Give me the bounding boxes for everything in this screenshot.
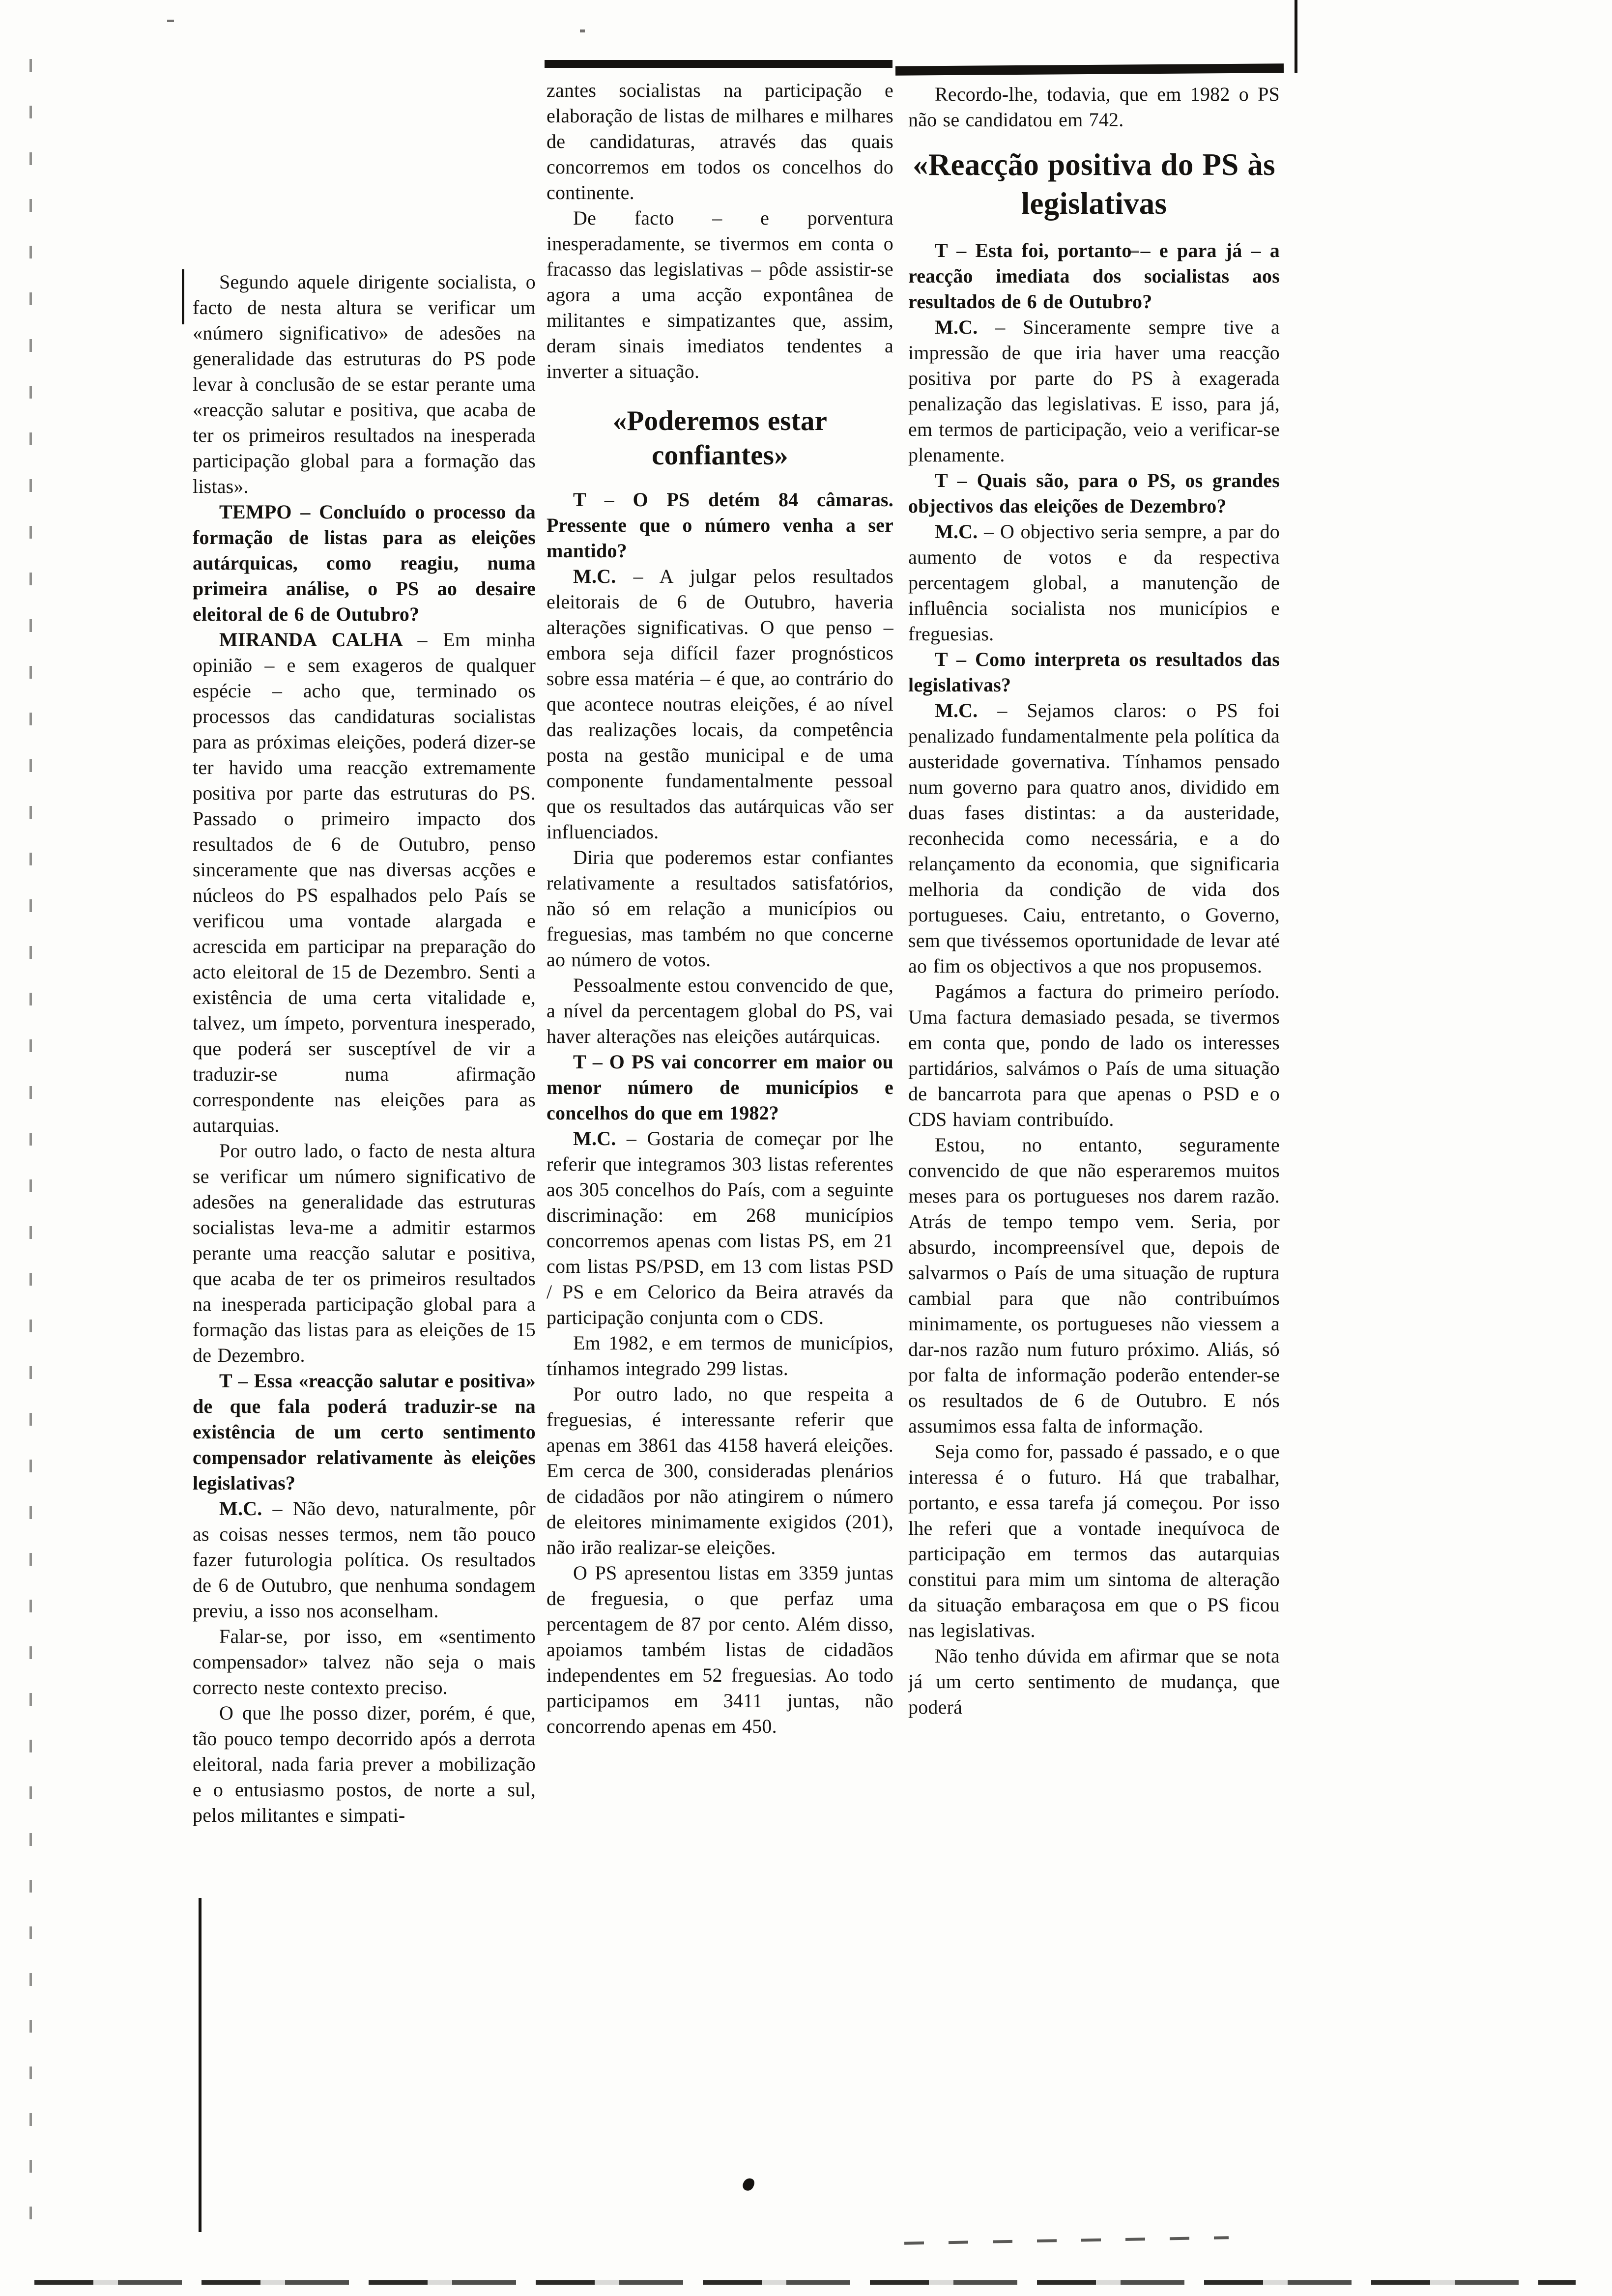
speaker-label: M.C. — [935, 520, 984, 543]
noise-speck — [167, 20, 174, 22]
column1-top-rule — [182, 269, 184, 324]
paragraph: Segundo aquele dirigente socialista, o facto de nesta altura se verificar um «número significativo» de adesões na generalidade das estruturas do PS pode levar à conclusão de se estar perante uma «reacção salutar e positiva, que acaba de ter os primeiros resultados na inesperada participação global para a formação das listas». — [193, 271, 536, 497]
column3-top-bar — [895, 63, 1284, 76]
speaker-label: M.C. — [573, 565, 633, 588]
speaker-label: M.C. — [219, 1497, 273, 1520]
paragraph: De facto – e porventura inesperadamente, se tivermos em conta o fracasso das legislativas – pôde assistir-se agora a uma acção expontânea de militantes e simpatizantes que, assim, deram sinais imediatos tendentes a inverter a situação. — [547, 207, 893, 382]
left-margin-tick-line — [29, 59, 32, 2231]
speaker-label: M.C. — [573, 1127, 627, 1150]
column2-top-bar — [545, 60, 892, 68]
interview-question: T – Quais são, para o PS, os grandes objectivos das eleições de Dezembro? — [908, 469, 1280, 517]
paragraph: Por outro lado, o facto de nesta altura se verificar um número significativo de adesões na generalidade das estruturas socialistas leva-me a admitir estarmos perante uma reacção salutar e positiva, que acaba de ter os primeiros resultados na inesperada participação global para a formação das listas para as eleições de 15 de Dezembro. — [193, 1140, 536, 1366]
interview-question: T – O PS detém 84 câmaras. Pressente que o número venha a ser mantido? — [547, 488, 893, 562]
article-column-1 — [193, 269, 536, 2240]
interview-question: T – Esta foi, portanto – e para já – a reacção imediata dos socialistas aos resultados de 6 de Outubro? — [908, 239, 1280, 313]
paragraph: Pessoalmente estou convencido de que, a nível da percentagem global do PS, vai haver alterações nas eleições autárquicas. — [547, 974, 893, 1048]
paragraph: Seja como for, passado é passado, e o que interessa é o futuro. Há que trabalhar, portanto, e essa tarefa já começou. Por isso lhe referi que a vontade inequívoca de participação em termos das autarquias constitui para mim um sintoma de alteração da situação embaraçosa em que o PS ficou nas legislativas. — [908, 1440, 1280, 1641]
article-column-2 — [547, 78, 893, 2250]
interview-answer: M.C. – Gostaria de começar por lhe referir que integramos 303 listas referentes aos 305 concelhos do País, com a seguinte discriminação: em 268 municípios concorremos apenas com listas PS, em 21 com listas PS/PSD, em 13 com listas PSD / PS e em Celorico da Beira através da participação conjunta com o CDS. — [547, 1127, 893, 1329]
section-headline: «Reacção positiva do PS às legislativas — [913, 147, 1275, 221]
paragraph: Recordo-lhe, todavia, que em 1982 o PS não se candidatou em 742. — [908, 83, 1280, 131]
speaker-label: M.C. — [935, 316, 996, 338]
interview-question: T – O PS vai concorrer em maior ou menor número de municípios e concelhos do que em 1982? — [547, 1051, 893, 1124]
section-headline: «Poderemos estar confiantes» — [612, 405, 828, 471]
interview-question: T – Essa «reacção salutar e positiva» de que fala poderá traduzir-se na existência de um certo sentimento compensador relativamente às eleições legislativas? — [193, 1370, 536, 1494]
top-right-tick — [1295, 0, 1297, 73]
bottom-broken-rule — [34, 2280, 1576, 2285]
speaker-label: M.C. — [935, 699, 998, 721]
paragraph: O PS apresentou listas em 3359 juntas de freguesia, o que perfaz uma percentagem de 87 por cento. Além disso, apoiamos também listas de cidadãos independentes em 52 freguesias. Ao todo participamos em 3411 juntas, não concorrendo apenas em 450. — [547, 1562, 893, 1738]
paragraph: Falar-se, por isso, em «sentimento compensador» talvez não seja o mais correcto neste contexto preciso. — [193, 1625, 536, 1698]
interview-answer: M.C. – A julgar pelos resultados eleitorais de 6 de Outubro, haveria alterações significativas. O que penso – embora seja difícil fazer prognósticos sobre essa matéria – é que, ao contrário do que acontece noutras eleições, é ao nível das realizações locais, da competência posta na gestão municipal e de uma componente fundamentalmente pessoal que os resultados das autárquicas vão ser influenciados. — [547, 565, 893, 843]
paragraph: O que lhe posso dizer, porém, é que, tão pouco tempo decorrido após a derrota eleitoral, nada faria prever a mobilização e o entusiasmo postos, de norte a sul, pelos militantes e simpati- — [193, 1702, 536, 1826]
paragraph: Não tenho dúvida em afirmar que se nota já um certo sentimento de mudança, que poderá — [908, 1644, 1280, 1718]
interview-answer: M.C. – Sejamos claros: o PS foi penalizado fundamentalmente pela política da austeridade governativa. Tínhamos pensado num governo para quatro anos, dividido em duas fases distintas: a da austeridade, reconhecida como necessária, e a do relançamento da economia, que significaria melhoria da condição de vida dos portugueses. Caiu, entretanto, o Governo, sem que tivéssemos oportunidade de levar até ao fim os objectivos a que nos propusemos. — [908, 699, 1280, 977]
interview-question: T – Como interpreta os resultados das legislativas? — [908, 648, 1280, 696]
paragraph: Diria que poderemos estar confiantes relativamente a resultados satisfatórios, não só em relação a municípios ou freguesias, mas também no que concerne ao número de votos. — [547, 846, 893, 971]
interview-question: TEMPO – Concluído o processo da formação de listas para as eleições autárquicas, como reagiu, numa primeira análise, o PS ao desaire eleitoral de 6 de Outubro? — [193, 501, 536, 625]
paragraph: Pagámos a factura do primeiro período. Uma factura demasiado pesada, se tivermos em conta que, pondo de lado os interesses partidários, salvámos o País de uma situação de bancarrota para que apenas o PSD e o CDS haviam contribuído. — [908, 980, 1280, 1130]
paragraph: Em 1982, e em termos de municípios, tínhamos integrado 299 listas. — [547, 1332, 893, 1380]
article-column-3 — [908, 82, 1280, 2244]
paragraph: Estou, no entanto, seguramente convencido de que não esperaremos muitos meses para os portugueses nos darem razão. Atrás de tempo tempo vem. Seria, por absurdo, incompreensível que, depois de salvarmos o País de uma situação de ruptura cambial para que não contribuímos minimamente, os portugueses não viessem a dar-nos razão num futuro próximo. Aliás, só por falta de informação poderão entender-se os resultados de 6 de Outubro. E nós assumimos essa falta de informação. — [908, 1133, 1280, 1437]
interview-answer: MIRANDA CALHA – Em minha opinião – e sem exageros de qualquer espécie – acho que, terminado os processos das candidaturas socialistas para as próximas eleições, poderá dizer-se ter havido uma reacção extremamente positiva por parte das estruturas do PS. Passado o primeiro impacto dos resultados de 6 de Outubro, penso sinceramente que nas diversas acções e núcleos do PS espalhados pelo País se verificou uma vontade alargada e acrescida em participar na preparação do acto eleitoral de 15 de Dezembro. Senti a existência de uma certa vitalidade e, talvez, um ímpeto, porventura inesperado, que poderá ser susceptível de vir a traduzir-se numa afirmação correspondente nas eleições para as autarquias. — [193, 629, 536, 1136]
paragraph: Por outro lado, no que respeita a freguesias, é interessante referir que apenas em 3861 das 4158 haverá eleições. Em cerca de 300, consideradas plenários de cidadãos por não atingirem o número de eleitores minimamente exigidos (201), não irão realizar-se eleições. — [547, 1383, 893, 1559]
interview-answer: M.C. – O objectivo seria sempre, a par do aumento de votos e da respectiva percentagem global, a manutenção de influência socialista nos municípios e freguesias. — [908, 520, 1280, 645]
speaker-label: MIRANDA CALHA — [219, 629, 418, 651]
interview-answer: M.C. – Sinceramente sempre tive a impressão de que iria haver uma reacção positiva por parte do PS à exagerada penalização das legislativas. E isso, para já, em termos de participação, veio a verificar-se plenamente. — [908, 316, 1280, 466]
interview-answer: M.C. – Não devo, naturalmente, pôr as coisas nesses termos, nem tão pouco fazer futurologia política. Os resultados de 6 de Outubro, que nenhuma sondagem previu, a isso nos aconselham. — [193, 1497, 536, 1622]
noise-speck — [580, 29, 585, 32]
paragraph: zantes socialistas na participação e elaboração de listas de milhares e milhares de candidaturas, através das quais concorremos em todos os concelhos do continente. — [547, 79, 893, 203]
